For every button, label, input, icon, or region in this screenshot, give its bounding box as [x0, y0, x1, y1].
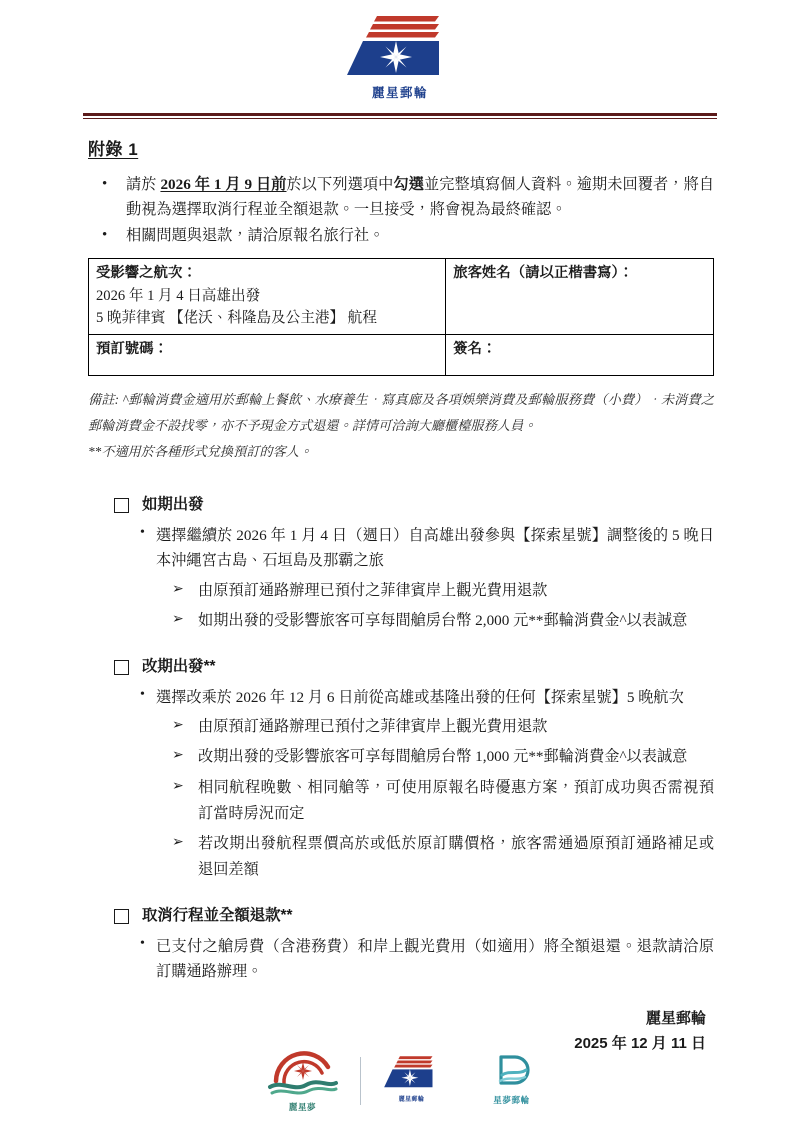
intro-bold-word: 勾選 [393, 176, 424, 193]
intro-bullet-1 [88, 173, 714, 222]
star-cruises-funnel-icon [341, 10, 459, 82]
voyage-departure-line: 2026 年 1 月 4 日高雄出發 [96, 287, 261, 304]
option-2-title: 改期出發** [142, 658, 216, 676]
affected-voyage-label: 受影響之航次： [96, 264, 197, 281]
passenger-name-label: 旅客姓名（請以正楷書寫）： [453, 264, 634, 281]
header-brand-logo [341, 10, 459, 101]
signature-company: 麗星郵輪 [645, 1009, 706, 1027]
footer-logo-dream-cruises [489, 1051, 535, 1106]
star-cruises-funnel-icon [381, 1051, 443, 1093]
option-3-title: 取消行程並全額退款** [142, 907, 293, 925]
footer-divider [360, 1057, 361, 1105]
list-item: ➢ 由原預訂通路辦理已預付之菲律賓岸上觀光費用退款 [88, 578, 714, 604]
signature-date: 2025 年 12 月 11 日 [574, 1034, 706, 1052]
list-item: ➢ 若改期出發航程票價高於或低於原訂購價格，旅客需通過原預訂通路補足或退回差額 [88, 831, 714, 883]
list-item: • 已支付之艙房費（含港務費）和岸上觀光費用（如適用）將全額退還。退款請洽原訂購通路辦理。 [88, 934, 714, 985]
option-1-arrow-items [88, 578, 714, 634]
option-3-header[interactable] [88, 905, 714, 927]
footer-logos [0, 1051, 800, 1113]
booking-number-cell[interactable] [89, 335, 446, 376]
signature-cell[interactable] [446, 335, 714, 376]
option-3-bullets [88, 934, 714, 985]
intro-bullet-2: • 相關問題與退款，請洽原報名旅行社。 [88, 224, 714, 249]
option-depart-as-scheduled [88, 494, 714, 634]
list-item: ➢ 相同航程晚數、相同艙等，可使用原報名時優惠方案，預訂成功與否需視預訂當時房況而定 [88, 775, 714, 827]
list-item: ➢ 如期出發的受影響旅客可享每間艙房台幣 2,000 元**郵輪消費金^以表誠意 [88, 608, 714, 634]
voyage-itinerary-line: 5 晚菲律賓 【佬沃、科隆島及公主港】 航程 [96, 309, 377, 326]
signature-block [88, 1007, 714, 1057]
header-brand-caption: 麗星郵輪 [371, 86, 428, 100]
document-header [0, 0, 800, 101]
table-row [89, 335, 714, 376]
option-2-bullets [88, 685, 714, 711]
dream-cruises-icon [489, 1051, 535, 1093]
list-item: • 選擇繼續於 2026 年 1 月 4 日（週日）自高雄出發參與【探索星號】調整後的 5 晚日本沖繩宮古島、石垣島及那霸之旅 [88, 523, 714, 574]
list-item: ➢ 改期出發的受影響旅客可享每間艙房台幣 1,000 元**郵輪消費金^以表誠意 [88, 744, 714, 770]
intro-post-text: 並完整填寫個人資料。逾期未回覆者，將自動視為選擇取消行程並全額退款。一旦接受，將會視為最終確認。 [126, 176, 715, 218]
deadline-date: 2026 年 1 月 9 日前 [160, 176, 287, 193]
option-2-header[interactable] [88, 656, 714, 678]
intro-bullet-list [88, 173, 714, 249]
option-1-bullets [88, 523, 714, 574]
checkbox-cancel-full-refund[interactable] [114, 909, 129, 924]
option-cancel-full-refund [88, 905, 714, 985]
footer-logo-1-caption: 麗星夢 [288, 1102, 317, 1112]
passenger-name-cell[interactable] [446, 258, 714, 334]
footnotes [88, 387, 714, 464]
document-body [88, 135, 714, 1056]
footer-logo-3-caption: 星夢郵輪 [493, 1095, 530, 1105]
intro-pre-text: 請於 [126, 176, 161, 193]
option-1-header[interactable] [88, 494, 714, 516]
resorts-world-cruises-icon [266, 1051, 340, 1101]
header-divider [83, 113, 717, 119]
list-item: • 選擇改乘於 2026 年 12 月 6 日前從高雄或基隆出發的任何【探索星號】5 晚航次 [88, 685, 714, 711]
option-2-arrow-items [88, 714, 714, 883]
checkbox-depart-as-scheduled[interactable] [114, 498, 129, 513]
checkbox-change-departure[interactable] [114, 660, 129, 675]
passenger-info-table [88, 258, 714, 376]
option-1-title: 如期出發 [142, 496, 204, 514]
footer-logo-2-caption: 麗星郵輪 [398, 1097, 425, 1103]
option-change-departure [88, 656, 714, 883]
option-sections [88, 494, 714, 984]
footnote-2: **不適用於各種形式兌換預訂的客人。 [88, 443, 313, 459]
affected-voyage-cell [89, 258, 446, 334]
footer-logo-star-cruises [381, 1051, 443, 1103]
signature-label: 簽名： [453, 341, 497, 358]
booking-number-label: 預訂號碼： [96, 341, 168, 358]
table-row [89, 258, 714, 334]
intro-mid-text: 於以下列選項中 [286, 176, 394, 193]
page-title: 附錄 1 [88, 140, 139, 159]
list-item: ➢ 由原預訂通路辦理已預付之菲律賓岸上觀光費用退款 [88, 714, 714, 740]
footnote-1: 備註: ^郵輪消費金適用於郵輪上餐飲、水療養生．寫真廊及各項娛樂消費及郵輪服務費（小費）．未消費之郵輪消費金不設找零，亦不予現金方式退還。詳情可洽詢大廳櫃檯服務人員。 [88, 392, 714, 433]
footer-logo-resorts-world [266, 1051, 340, 1113]
